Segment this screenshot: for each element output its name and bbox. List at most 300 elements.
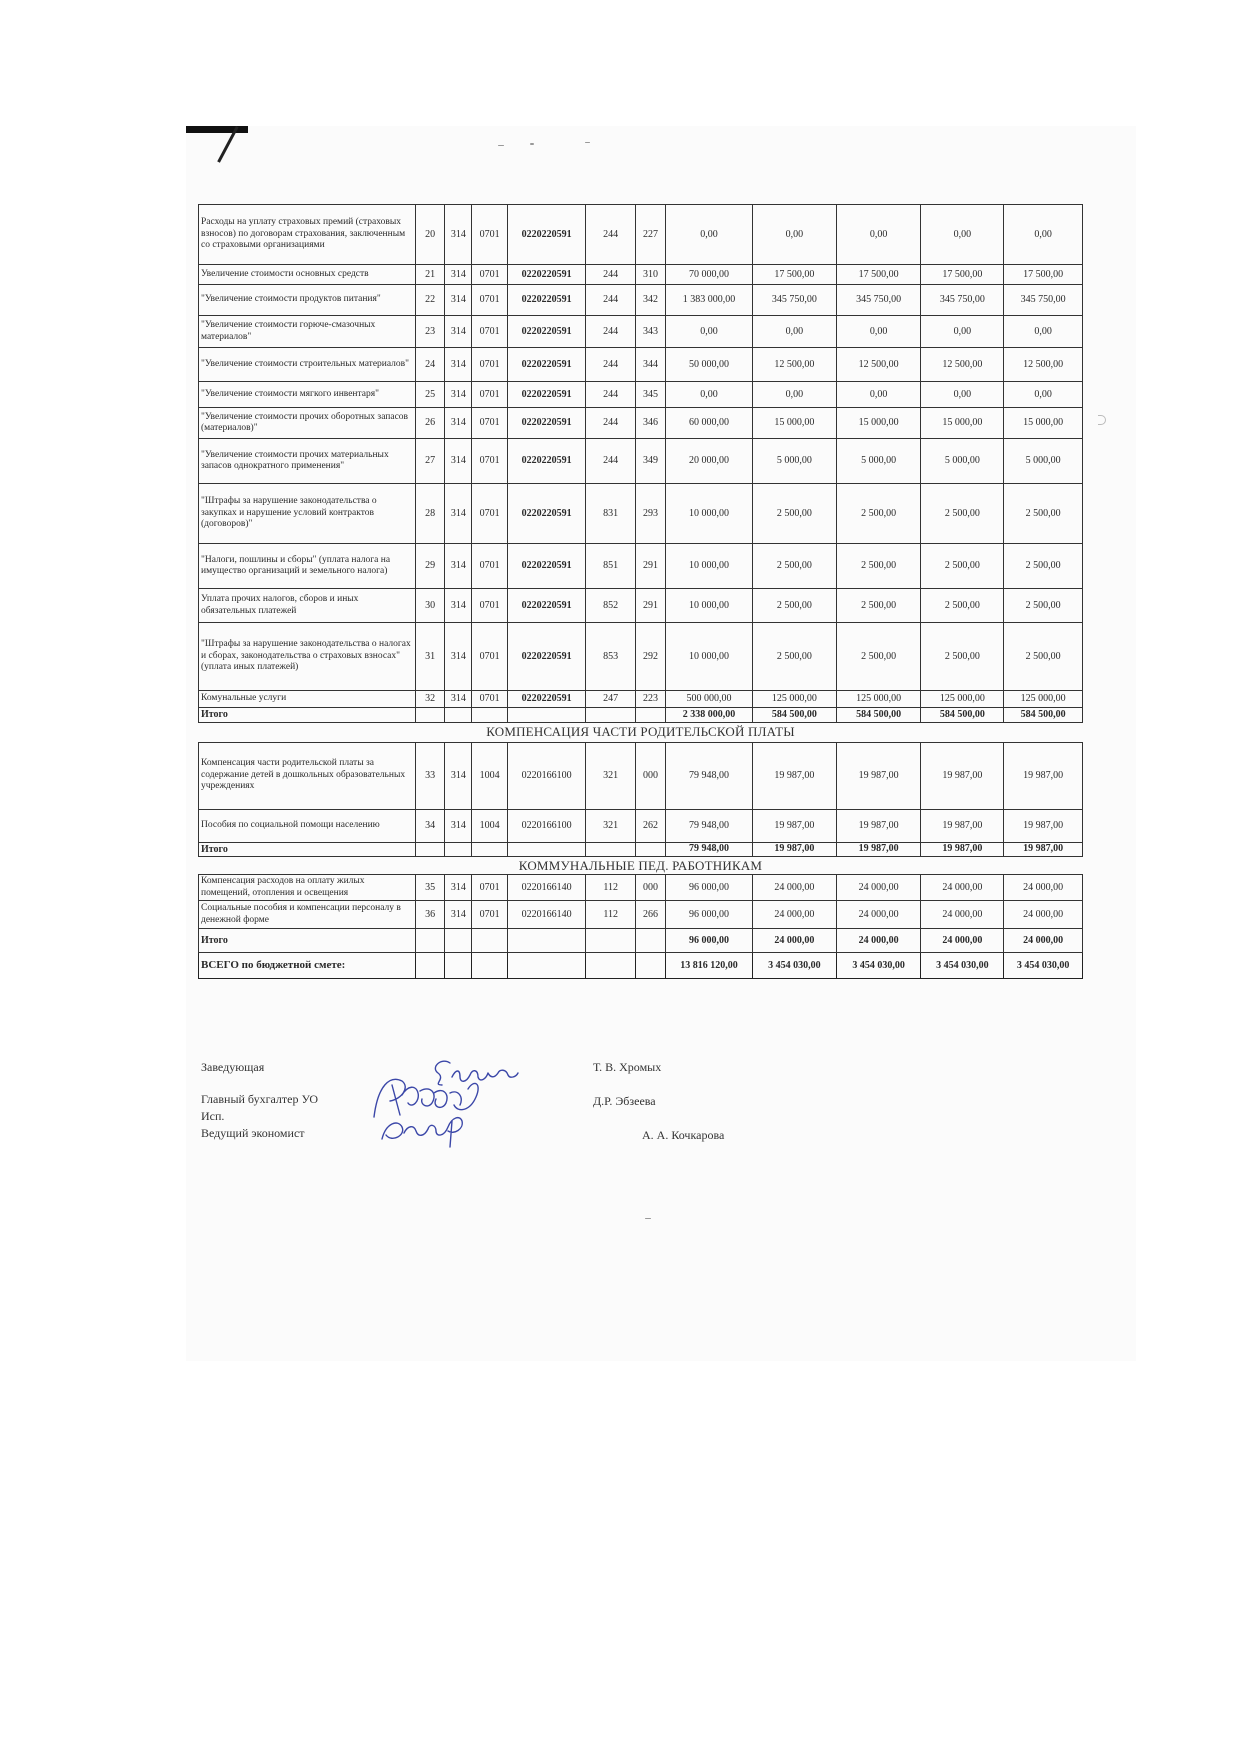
- quarter-3-cell: 0,00: [921, 316, 1004, 348]
- itogo-row: [199, 708, 1083, 723]
- itogo-row: [199, 842, 1083, 857]
- vr-code-cell: 244: [586, 205, 635, 265]
- expense-name-cell: "Увеличение стоимости продуктов питания": [199, 285, 416, 316]
- code-2-cell: 0701: [472, 875, 507, 901]
- empty-cell: [415, 708, 444, 723]
- quarter-4-cell: 2 500,00: [1004, 544, 1083, 589]
- code-1-cell: 314: [445, 623, 472, 691]
- total-amount-cell: 10 000,00: [666, 484, 753, 544]
- total-amount-cell: 0,00: [666, 382, 753, 408]
- expense-name-cell: "Увеличение стоимости горюче-смазочных материалов": [199, 316, 416, 348]
- line-number-cell: 27: [415, 439, 444, 484]
- quarter-3-cell: 5 000,00: [921, 439, 1004, 484]
- kosgu-code-cell: 345: [635, 382, 665, 408]
- signatory-role-head: Заведующая: [201, 1060, 265, 1074]
- code-2-cell: 0701: [472, 316, 507, 348]
- vr-code-cell: 321: [586, 742, 635, 809]
- quarter-1-cell: 17 500,00: [752, 265, 836, 285]
- total-amount-cell: 0,00: [666, 316, 753, 348]
- quarter-1-cell: 2 500,00: [752, 484, 836, 544]
- quarter-4-cell: 2 500,00: [1004, 589, 1083, 623]
- quarter-3-cell: 12 500,00: [921, 348, 1004, 382]
- quarter-3-cell: 345 750,00: [921, 285, 1004, 316]
- quarter-1-cell: 0,00: [752, 316, 836, 348]
- quarter-2-cell: 24 000,00: [836, 875, 921, 901]
- quarter-1-cell: 19 987,00: [752, 742, 836, 809]
- code-1-cell: 314: [445, 348, 472, 382]
- itogo-q4: 584 500,00: [1004, 708, 1083, 723]
- quarter-3-cell: 2 500,00: [921, 484, 1004, 544]
- quarter-1-cell: 24 000,00: [752, 875, 836, 901]
- quarter-2-cell: 2 500,00: [836, 484, 921, 544]
- quarter-1-cell: 24 000,00: [752, 901, 836, 929]
- quarter-1-cell: 0,00: [752, 205, 836, 265]
- kosgu-code-cell: 262: [635, 809, 665, 842]
- grand-total-amount: 13 816 120,00: [666, 953, 753, 979]
- scan-speck: [498, 145, 504, 146]
- vr-code-cell: 851: [586, 544, 635, 589]
- code-1-cell: 314: [445, 742, 472, 809]
- total-amount-cell: 70 000,00: [666, 265, 753, 285]
- code-1-cell: 314: [445, 285, 472, 316]
- empty-cell: [507, 708, 586, 723]
- quarter-1-cell: 2 500,00: [752, 589, 836, 623]
- itogo-label: Итого: [199, 929, 416, 953]
- itogo-label: Итого: [199, 708, 416, 723]
- kosgu-code-cell: 223: [635, 691, 665, 708]
- line-number-cell: 36: [415, 901, 444, 929]
- code-2-cell: 0701: [472, 285, 507, 316]
- kosgu-code-cell: 266: [635, 901, 665, 929]
- quarter-4-cell: 125 000,00: [1004, 691, 1083, 708]
- vr-code-cell: 244: [586, 265, 635, 285]
- line-number-cell: 23: [415, 316, 444, 348]
- itogo-total: 79 948,00: [666, 842, 753, 857]
- table-row: [199, 316, 1083, 348]
- itogo-q3: 24 000,00: [921, 929, 1004, 953]
- quarter-4-cell: 19 987,00: [1004, 742, 1083, 809]
- empty-cell: [586, 708, 635, 723]
- quarter-2-cell: 2 500,00: [836, 623, 921, 691]
- total-amount-cell: 79 948,00: [666, 742, 753, 809]
- quarter-2-cell: 0,00: [836, 382, 921, 408]
- itogo-q2: 584 500,00: [836, 708, 921, 723]
- line-number-cell: 31: [415, 623, 444, 691]
- code-1-cell: 314: [445, 439, 472, 484]
- code-2-cell: 0701: [472, 265, 507, 285]
- table-row: [199, 691, 1083, 708]
- csr-code-cell: 0220166100: [507, 809, 586, 842]
- kosgu-code-cell: 293: [635, 484, 665, 544]
- total-amount-cell: 60 000,00: [666, 408, 753, 439]
- code-1-cell: 314: [445, 382, 472, 408]
- total-amount-cell: 96 000,00: [666, 901, 753, 929]
- expense-name-cell: Увеличение стоимости основных средств: [199, 265, 416, 285]
- vr-code-cell: 244: [586, 408, 635, 439]
- kosgu-code-cell: 291: [635, 544, 665, 589]
- total-amount-cell: 10 000,00: [666, 589, 753, 623]
- grand-total-q1: 3 454 030,00: [752, 953, 836, 979]
- table-row: [199, 875, 1083, 901]
- scan-speck: [530, 143, 534, 145]
- quarter-4-cell: 0,00: [1004, 382, 1083, 408]
- signature-stroke: [374, 1079, 478, 1117]
- line-number-cell: 21: [415, 265, 444, 285]
- vr-code-cell: 244: [586, 348, 635, 382]
- signatory-name-chief-accountant: Д.Р. Эбзеева: [593, 1094, 656, 1108]
- quarter-3-cell: 17 500,00: [921, 265, 1004, 285]
- itogo-q1: 19 987,00: [752, 842, 836, 857]
- total-amount-cell: 10 000,00: [666, 623, 753, 691]
- itogo-q1: 24 000,00: [752, 929, 836, 953]
- csr-code-cell: 0220220591: [507, 205, 586, 265]
- expense-name-cell: Социальные пособия и компенсации персоналу в денежной форме: [199, 901, 416, 929]
- quarter-2-cell: 125 000,00: [836, 691, 921, 708]
- vr-code-cell: 852: [586, 589, 635, 623]
- quarter-1-cell: 125 000,00: [752, 691, 836, 708]
- itogo-q3: 19 987,00: [921, 842, 1004, 857]
- expense-name-cell: "Увеличение стоимости мягкого инвентаря": [199, 382, 416, 408]
- csr-code-cell: 0220166100: [507, 742, 586, 809]
- line-number-cell: 35: [415, 875, 444, 901]
- kosgu-code-cell: 291: [635, 589, 665, 623]
- scan-speck: [645, 1218, 651, 1219]
- quarter-4-cell: 0,00: [1004, 205, 1083, 265]
- empty-cell: [445, 929, 472, 953]
- quarter-3-cell: 125 000,00: [921, 691, 1004, 708]
- kosgu-code-cell: 227: [635, 205, 665, 265]
- table-row: [199, 544, 1083, 589]
- quarter-3-cell: 24 000,00: [921, 901, 1004, 929]
- grand-total-q4: 3 454 030,00: [1004, 953, 1083, 979]
- quarter-1-cell: 2 500,00: [752, 544, 836, 589]
- empty-cell: [472, 953, 507, 979]
- quarter-1-cell: 5 000,00: [752, 439, 836, 484]
- expense-name-cell: "Увеличение стоимости прочих оборотных запасов (материалов)": [199, 408, 416, 439]
- code-2-cell: 0701: [472, 484, 507, 544]
- signatory-role-chief-accountant: Главный бухгалтер УО: [201, 1092, 319, 1106]
- csr-code-cell: 0220220591: [507, 439, 586, 484]
- csr-code-cell: 0220166140: [507, 901, 586, 929]
- empty-cell: [472, 842, 507, 857]
- csr-code-cell: 0220220591: [507, 316, 586, 348]
- code-1-cell: 314: [445, 809, 472, 842]
- csr-code-cell: 0220220591: [507, 484, 586, 544]
- empty-cell: [445, 708, 472, 723]
- quarter-2-cell: 0,00: [836, 316, 921, 348]
- grand-total-q3: 3 454 030,00: [921, 953, 1004, 979]
- empty-cell: [586, 842, 635, 857]
- section-3-total: [199, 929, 1083, 979]
- empty-cell: [472, 929, 507, 953]
- line-number-cell: 33: [415, 742, 444, 809]
- code-2-cell: 0701: [472, 439, 507, 484]
- total-amount-cell: 50 000,00: [666, 348, 753, 382]
- quarter-4-cell: 2 500,00: [1004, 484, 1083, 544]
- line-number-cell: 32: [415, 691, 444, 708]
- line-number-cell: 34: [415, 809, 444, 842]
- signatory-role-executor: Исп.: [201, 1109, 225, 1123]
- quarter-2-cell: 19 987,00: [836, 809, 921, 842]
- csr-code-cell: 0220220591: [507, 382, 586, 408]
- csr-code-cell: 0220220591: [507, 348, 586, 382]
- quarter-2-cell: 345 750,00: [836, 285, 921, 316]
- quarter-1-cell: 345 750,00: [752, 285, 836, 316]
- table-row: [199, 285, 1083, 316]
- section-caption-row: [199, 857, 1083, 875]
- expense-name-cell: Комунальные услуги: [199, 691, 416, 708]
- kosgu-code-cell: 343: [635, 316, 665, 348]
- expense-name-cell: Пособия по социальной помощи населению: [199, 809, 416, 842]
- quarter-2-cell: 24 000,00: [836, 901, 921, 929]
- grand-total-row: [199, 953, 1083, 979]
- quarter-3-cell: 2 500,00: [921, 589, 1004, 623]
- quarter-3-cell: 0,00: [921, 205, 1004, 265]
- kosgu-code-cell: 310: [635, 265, 665, 285]
- quarter-4-cell: 0,00: [1004, 316, 1083, 348]
- kosgu-code-cell: 344: [635, 348, 665, 382]
- kosgu-code-cell: 292: [635, 623, 665, 691]
- empty-cell: [635, 842, 665, 857]
- total-amount-cell: 500 000,00: [666, 691, 753, 708]
- quarter-3-cell: 2 500,00: [921, 623, 1004, 691]
- itogo-total: 2 338 000,00: [666, 708, 753, 723]
- total-amount-cell: 96 000,00: [666, 875, 753, 901]
- quarter-2-cell: 0,00: [836, 205, 921, 265]
- section-caption-row: [199, 722, 1083, 742]
- code-1-cell: 314: [445, 205, 472, 265]
- line-number-cell: 24: [415, 348, 444, 382]
- quarter-4-cell: 17 500,00: [1004, 265, 1083, 285]
- csr-code-cell: 0220220591: [507, 544, 586, 589]
- table-row: [199, 623, 1083, 691]
- section-title-utilities-teachers: КОММУНАЛЬНЫЕ ПЕД. РАБОТНИКАМ: [199, 857, 1083, 875]
- quarter-3-cell: 2 500,00: [921, 544, 1004, 589]
- total-amount-cell: 1 383 000,00: [666, 285, 753, 316]
- quarter-2-cell: 2 500,00: [836, 544, 921, 589]
- grand-total-label: ВСЕГО по бюджетной смете:: [199, 953, 416, 979]
- kosgu-code-cell: 346: [635, 408, 665, 439]
- csr-code-cell: 0220166140: [507, 875, 586, 901]
- itogo-total: 96 000,00: [666, 929, 753, 953]
- line-number-cell: 29: [415, 544, 444, 589]
- quarter-2-cell: 2 500,00: [836, 589, 921, 623]
- empty-cell: [445, 842, 472, 857]
- table-row: [199, 408, 1083, 439]
- expense-name-cell: "Увеличение стоимости строительных материалов": [199, 348, 416, 382]
- csr-code-cell: 0220220591: [507, 408, 586, 439]
- empty-cell: [635, 708, 665, 723]
- table-row: [199, 382, 1083, 408]
- code-1-cell: 314: [445, 589, 472, 623]
- section-main-total: [199, 708, 1083, 743]
- quarter-2-cell: 5 000,00: [836, 439, 921, 484]
- kosgu-code-cell: 000: [635, 875, 665, 901]
- code-1-cell: 314: [445, 316, 472, 348]
- table-row: [199, 484, 1083, 544]
- code-1-cell: 314: [445, 691, 472, 708]
- table-row: [199, 265, 1083, 285]
- empty-cell: [507, 842, 586, 857]
- itogo-q1: 584 500,00: [752, 708, 836, 723]
- quarter-3-cell: 15 000,00: [921, 408, 1004, 439]
- quarter-3-cell: 19 987,00: [921, 742, 1004, 809]
- code-1-cell: 314: [445, 484, 472, 544]
- quarter-2-cell: 12 500,00: [836, 348, 921, 382]
- csr-code-cell: 0220220591: [507, 265, 586, 285]
- itogo-q2: 24 000,00: [836, 929, 921, 953]
- code-1-cell: 314: [445, 544, 472, 589]
- quarter-3-cell: 19 987,00: [921, 809, 1004, 842]
- quarter-4-cell: 24 000,00: [1004, 901, 1083, 929]
- vr-code-cell: 112: [586, 901, 635, 929]
- handwritten-signatures: [372, 1055, 562, 1151]
- empty-cell: [415, 842, 444, 857]
- kosgu-code-cell: 000: [635, 742, 665, 809]
- code-2-cell: 0701: [472, 544, 507, 589]
- expense-name-cell: "Штрафы за нарушение законодательства о закупках и нарушение условий контрактов (договоров)": [199, 484, 416, 544]
- quarter-4-cell: 15 000,00: [1004, 408, 1083, 439]
- code-2-cell: 0701: [472, 348, 507, 382]
- quarter-4-cell: 12 500,00: [1004, 348, 1083, 382]
- table-row: [199, 589, 1083, 623]
- csr-code-cell: 0220220591: [507, 589, 586, 623]
- empty-cell: [635, 929, 665, 953]
- quarter-1-cell: 12 500,00: [752, 348, 836, 382]
- expense-name-cell: Компенсация расходов на оплату жилых помещений, отопления и освещения: [199, 875, 416, 901]
- table-row: [199, 809, 1083, 842]
- quarter-4-cell: 24 000,00: [1004, 875, 1083, 901]
- empty-cell: [415, 953, 444, 979]
- quarter-3-cell: 24 000,00: [921, 875, 1004, 901]
- quarter-2-cell: 19 987,00: [836, 742, 921, 809]
- quarter-1-cell: 19 987,00: [752, 809, 836, 842]
- code-2-cell: 1004: [472, 809, 507, 842]
- csr-code-cell: 0220220591: [507, 691, 586, 708]
- itogo-label: Итого: [199, 842, 416, 857]
- itogo-q2: 19 987,00: [836, 842, 921, 857]
- empty-cell: [586, 953, 635, 979]
- vr-code-cell: 112: [586, 875, 635, 901]
- budget-estimate-table: [198, 204, 1083, 979]
- line-number-cell: 28: [415, 484, 444, 544]
- code-1-cell: 314: [445, 265, 472, 285]
- code-2-cell: 0701: [472, 691, 507, 708]
- csr-code-cell: 0220220591: [507, 285, 586, 316]
- vr-code-cell: 244: [586, 316, 635, 348]
- quarter-1-cell: 15 000,00: [752, 408, 836, 439]
- code-1-cell: 314: [445, 408, 472, 439]
- signature-stroke: [452, 1070, 518, 1081]
- vr-code-cell: 244: [586, 382, 635, 408]
- vr-code-cell: 853: [586, 623, 635, 691]
- scan-speck: [585, 142, 590, 143]
- line-number-cell: 22: [415, 285, 444, 316]
- expense-name-cell: "Увеличение стоимости прочих материальных запасов однократного применения": [199, 439, 416, 484]
- total-amount-cell: 10 000,00: [666, 544, 753, 589]
- section-2-total: [199, 842, 1083, 875]
- code-2-cell: 1004: [472, 742, 507, 809]
- signatory-role-economist: Ведущий экономист: [201, 1126, 305, 1140]
- table-row: [199, 901, 1083, 929]
- vr-code-cell: 244: [586, 285, 635, 316]
- code-2-cell: 0701: [472, 589, 507, 623]
- code-2-cell: 0701: [472, 901, 507, 929]
- table-row: [199, 205, 1083, 265]
- kosgu-code-cell: 349: [635, 439, 665, 484]
- signatory-name-head: Т. В. Хромых: [593, 1060, 662, 1074]
- code-2-cell: 0701: [472, 382, 507, 408]
- vr-code-cell: 321: [586, 809, 635, 842]
- vr-code-cell: 247: [586, 691, 635, 708]
- expense-name-cell: Компенсация части родительской платы за содержание детей в дошкольных образовательных учреждениях: [199, 742, 416, 809]
- signature-stroke: [435, 1061, 450, 1085]
- signature-stroke: [382, 1118, 462, 1147]
- total-amount-cell: 79 948,00: [666, 809, 753, 842]
- empty-cell: [635, 953, 665, 979]
- vr-code-cell: 244: [586, 439, 635, 484]
- expense-name-cell: "Штрафы за нарушение законодательства о налогах и сборах, законодательства о страховых взносах" (уплата иных платежей): [199, 623, 416, 691]
- line-number-cell: 20: [415, 205, 444, 265]
- code-2-cell: 0701: [472, 205, 507, 265]
- empty-cell: [472, 708, 507, 723]
- quarter-2-cell: 17 500,00: [836, 265, 921, 285]
- quarter-4-cell: 5 000,00: [1004, 439, 1083, 484]
- quarter-1-cell: 0,00: [752, 382, 836, 408]
- expense-name-cell: Расходы на уплату страховых премий (страховых взносов) по договорам страхования, заключенным со страховыми организациями: [199, 205, 416, 265]
- section-main-rows: [199, 205, 1083, 708]
- signatory-name-economist: А. А. Кочкарова: [642, 1128, 725, 1142]
- quarter-4-cell: 345 750,00: [1004, 285, 1083, 316]
- quarter-1-cell: 2 500,00: [752, 623, 836, 691]
- itogo-row: [199, 929, 1083, 953]
- vr-code-cell: 831: [586, 484, 635, 544]
- table-row: [199, 348, 1083, 382]
- code-1-cell: 314: [445, 901, 472, 929]
- empty-cell: [415, 929, 444, 953]
- quarter-2-cell: 15 000,00: [836, 408, 921, 439]
- line-number-cell: 25: [415, 382, 444, 408]
- line-number-cell: 30: [415, 589, 444, 623]
- itogo-q3: 584 500,00: [921, 708, 1004, 723]
- code-1-cell: 314: [445, 875, 472, 901]
- section-2-rows: [199, 742, 1083, 842]
- quarter-4-cell: 2 500,00: [1004, 623, 1083, 691]
- quarter-4-cell: 19 987,00: [1004, 809, 1083, 842]
- expense-name-cell: Уплата прочих налогов, сборов и иных обязательных платежей: [199, 589, 416, 623]
- table-row: [199, 742, 1083, 809]
- empty-cell: [586, 929, 635, 953]
- line-number-cell: 26: [415, 408, 444, 439]
- total-amount-cell: 20 000,00: [666, 439, 753, 484]
- empty-cell: [507, 953, 586, 979]
- table-row: [199, 439, 1083, 484]
- csr-code-cell: 0220220591: [507, 623, 586, 691]
- expense-name-cell: "Налоги, пошлины и сборы" (уплата налога на имущество организаций и земельного налога): [199, 544, 416, 589]
- total-amount-cell: 0,00: [666, 205, 753, 265]
- code-2-cell: 0701: [472, 408, 507, 439]
- empty-cell: [507, 929, 586, 953]
- itogo-q4: 24 000,00: [1004, 929, 1083, 953]
- kosgu-code-cell: 342: [635, 285, 665, 316]
- grand-total-q2: 3 454 030,00: [836, 953, 921, 979]
- section-title-parental-compensation: КОМПЕНСАЦИЯ ЧАСТИ РОДИТЕЛЬСКОЙ ПЛАТЫ: [199, 722, 1083, 742]
- quarter-3-cell: 0,00: [921, 382, 1004, 408]
- empty-cell: [445, 953, 472, 979]
- itogo-q4: 19 987,00: [1004, 842, 1083, 857]
- section-3-rows: [199, 875, 1083, 929]
- code-2-cell: 0701: [472, 623, 507, 691]
